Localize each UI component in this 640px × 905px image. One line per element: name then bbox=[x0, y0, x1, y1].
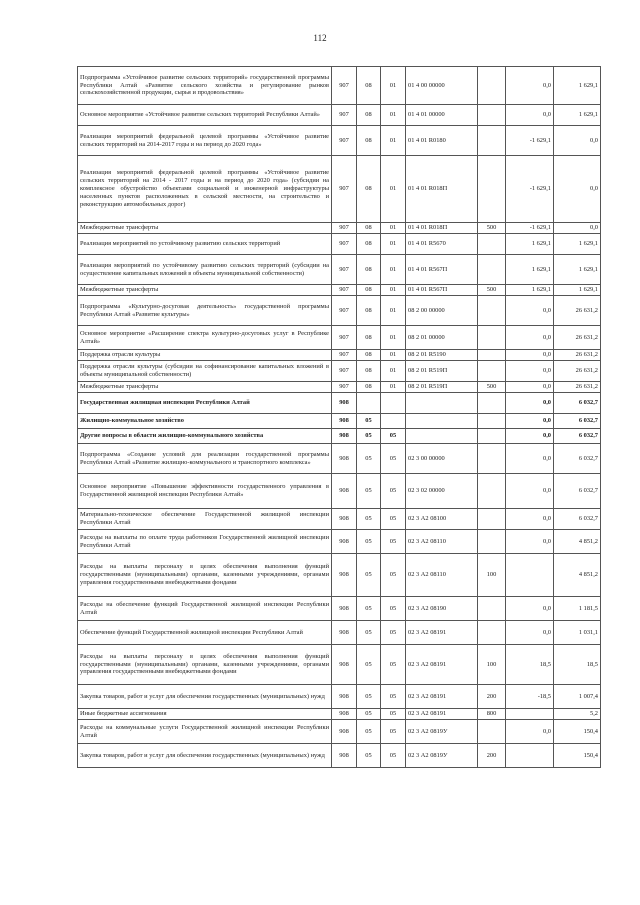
row-target-article-code: 01 4 01 R018П bbox=[406, 156, 478, 223]
row-name: Иные бюджетные ассигнования bbox=[78, 709, 332, 720]
row-total-amount: 6 032,7 bbox=[554, 429, 601, 444]
row-subsection-code: 01 bbox=[381, 285, 406, 296]
table-row bbox=[78, 361, 601, 382]
row-section-code: 05 bbox=[357, 554, 381, 597]
row-target-article-code: 02 3 А2 08190 bbox=[406, 597, 478, 621]
row-total-amount: 6 032,7 bbox=[554, 414, 601, 429]
row-change-amount: -1 629,1 bbox=[506, 223, 554, 234]
table-row bbox=[78, 105, 601, 126]
row-name: Жилищно-коммунальное хозяйство bbox=[78, 414, 332, 429]
row-grbs-code: 908 bbox=[332, 645, 357, 685]
row-change-amount: 0,0 bbox=[506, 326, 554, 350]
row-grbs-code: 907 bbox=[332, 234, 357, 255]
row-name: Расходы на выплаты персоналу в целях обеспечения выполнения функций государственными (муниципальными) органами, казенными учреждениями, органами управления государственными внебюджетными фондами bbox=[78, 645, 332, 685]
row-name: Реализация мероприятий по устойчивому развитию сельских территорий bbox=[78, 234, 332, 255]
table-row bbox=[78, 685, 601, 709]
row-target-article-code: 01 4 01 R0180 bbox=[406, 126, 478, 156]
row-expense-type-code bbox=[478, 126, 506, 156]
row-change-amount: 0,0 bbox=[506, 393, 554, 414]
row-section-code: 08 bbox=[357, 296, 381, 326]
table-row bbox=[78, 509, 601, 530]
row-expense-type-code bbox=[478, 474, 506, 509]
row-total-amount: 6 032,7 bbox=[554, 444, 601, 474]
row-total-amount: 1 181,5 bbox=[554, 597, 601, 621]
row-name: Материально-техническое обеспечение Государственной жилищной инспекции Республики Алтай bbox=[78, 509, 332, 530]
row-grbs-code: 907 bbox=[332, 156, 357, 223]
row-total-amount: 1 629,1 bbox=[554, 67, 601, 105]
table-row bbox=[78, 720, 601, 744]
row-grbs-code: 908 bbox=[332, 429, 357, 444]
row-target-article-code: 02 3 А2 08100 bbox=[406, 509, 478, 530]
row-target-article-code: 02 3 00 00000 bbox=[406, 444, 478, 474]
row-subsection-code: 01 bbox=[381, 105, 406, 126]
row-section-code: 05 bbox=[357, 744, 381, 768]
row-name: Расходы на обеспечение функций Государственной жилищной инспекции Республики Алтай bbox=[78, 597, 332, 621]
row-change-amount: 1 629,1 bbox=[506, 234, 554, 255]
table-body bbox=[78, 67, 601, 768]
row-total-amount: 150,4 bbox=[554, 744, 601, 768]
row-total-amount: 1 629,1 bbox=[554, 105, 601, 126]
row-target-article-code: 01 4 01 R018П bbox=[406, 223, 478, 234]
row-change-amount: 0,0 bbox=[506, 530, 554, 554]
row-grbs-code: 908 bbox=[332, 414, 357, 429]
row-change-amount: 0,0 bbox=[506, 105, 554, 126]
row-total-amount: 26 631,2 bbox=[554, 296, 601, 326]
row-grbs-code: 908 bbox=[332, 720, 357, 744]
row-name: Расходы на выплаты персоналу в целях обеспечения выполнения функций государственными (муниципальными) органами, казенными учреждениями, органами управления государственными внебюджетными фондами bbox=[78, 554, 332, 597]
row-target-article-code: 02 3 А2 08191 bbox=[406, 645, 478, 685]
row-grbs-code: 908 bbox=[332, 509, 357, 530]
row-name: Подпрограмма «Культурно-досуговая деятельность» государственной программы Республики Алтай «Развитие культуры» bbox=[78, 296, 332, 326]
table-row bbox=[78, 621, 601, 645]
row-target-article-code bbox=[406, 429, 478, 444]
row-total-amount: 26 631,2 bbox=[554, 350, 601, 361]
row-subsection-code: 01 bbox=[381, 296, 406, 326]
row-name: Государственная жилищная инспекция Республики Алтай bbox=[78, 393, 332, 414]
row-subsection-code: 05 bbox=[381, 530, 406, 554]
row-expense-type-code bbox=[478, 296, 506, 326]
table-row bbox=[78, 709, 601, 720]
row-target-article-code: 02 3 02 00000 bbox=[406, 474, 478, 509]
row-expense-type-code bbox=[478, 530, 506, 554]
row-change-amount: 0,0 bbox=[506, 67, 554, 105]
row-name: Реализация мероприятий федеральной целевой программы «Устойчивое развитие сельских территорий на 2014-2017 годы и на период до 2020 года» bbox=[78, 126, 332, 156]
row-subsection-code: 05 bbox=[381, 720, 406, 744]
row-subsection-code: 05 bbox=[381, 744, 406, 768]
row-total-amount: 18,5 bbox=[554, 645, 601, 685]
row-change-amount: -1 629,1 bbox=[506, 156, 554, 223]
table-row bbox=[78, 429, 601, 444]
row-expense-type-code bbox=[478, 326, 506, 350]
row-expense-type-code: 500 bbox=[478, 285, 506, 296]
row-total-amount: 1 629,1 bbox=[554, 285, 601, 296]
row-expense-type-code bbox=[478, 350, 506, 361]
row-change-amount: 0,0 bbox=[506, 414, 554, 429]
row-subsection-code: 05 bbox=[381, 474, 406, 509]
row-change-amount: -1 629,1 bbox=[506, 126, 554, 156]
row-total-amount: 1 007,4 bbox=[554, 685, 601, 709]
row-expense-type-code: 200 bbox=[478, 744, 506, 768]
row-total-amount: 0,0 bbox=[554, 126, 601, 156]
row-name: Межбюджетные трансферты bbox=[78, 285, 332, 296]
row-change-amount: 0,0 bbox=[506, 621, 554, 645]
row-subsection-code: 01 bbox=[381, 255, 406, 285]
row-expense-type-code: 100 bbox=[478, 554, 506, 597]
row-section-code: 05 bbox=[357, 621, 381, 645]
table-row bbox=[78, 382, 601, 393]
row-subsection-code: 01 bbox=[381, 350, 406, 361]
row-change-amount: 0,0 bbox=[506, 361, 554, 382]
row-target-article-code bbox=[406, 393, 478, 414]
row-subsection-code: 01 bbox=[381, 361, 406, 382]
row-grbs-code: 907 bbox=[332, 105, 357, 126]
table-row bbox=[78, 223, 601, 234]
row-name: Поддержка отрасли культуры (субсидии на софинансирование капитальных вложений в объекты муниципальной собственности) bbox=[78, 361, 332, 382]
table-row bbox=[78, 597, 601, 621]
row-total-amount: 1 031,1 bbox=[554, 621, 601, 645]
row-subsection-code: 05 bbox=[381, 554, 406, 597]
row-total-amount: 4 851,2 bbox=[554, 554, 601, 597]
row-total-amount: 26 631,2 bbox=[554, 382, 601, 393]
row-section-code: 08 bbox=[357, 67, 381, 105]
row-name: Расходы на коммунальные услуги Государственной жилищной инспекции Республики Алтай bbox=[78, 720, 332, 744]
row-target-article-code: 02 3 А2 0819У bbox=[406, 744, 478, 768]
row-name: Подпрограмма «Создание условий для реализации государственной программы Республики Алтай «Развитие жилищно-коммунального и транспортного комплекса» bbox=[78, 444, 332, 474]
row-change-amount: 0,0 bbox=[506, 382, 554, 393]
row-grbs-code: 908 bbox=[332, 621, 357, 645]
row-expense-type-code bbox=[478, 444, 506, 474]
row-name: Подпрограмма «Устойчивое развитие сельских территорий» государственной программы Республики Алтай «Развитие сельского хозяйства и регулирование рынков сельскохозяйственной продукции, сырья и продовольствия» bbox=[78, 67, 332, 105]
row-subsection-code: 01 bbox=[381, 223, 406, 234]
row-section-code: 08 bbox=[357, 223, 381, 234]
row-grbs-code: 908 bbox=[332, 709, 357, 720]
row-section-code: 08 bbox=[357, 255, 381, 285]
table-row bbox=[78, 156, 601, 223]
row-name: Реализация мероприятий по устойчивому развитию сельских территорий (субсидии на осуществление капитальных вложений в объекты муниципальной собственности) bbox=[78, 255, 332, 285]
row-grbs-code: 907 bbox=[332, 382, 357, 393]
row-section-code: 05 bbox=[357, 444, 381, 474]
row-name: Основное мероприятие «Расширение спектра культурно-досуговых услуг в Республике Алтай» bbox=[78, 326, 332, 350]
row-expense-type-code bbox=[478, 234, 506, 255]
row-section-code: 05 bbox=[357, 685, 381, 709]
row-expense-type-code bbox=[478, 105, 506, 126]
table-row bbox=[78, 530, 601, 554]
row-subsection-code: 01 bbox=[381, 67, 406, 105]
row-section-code: 05 bbox=[357, 645, 381, 685]
row-name: Закупка товаров, работ и услуг для обеспечения государственных (муниципальных) нужд bbox=[78, 685, 332, 709]
row-name: Основное мероприятие «Устойчивое развитие сельских территорий Республики Алтай» bbox=[78, 105, 332, 126]
row-change-amount: 0,0 bbox=[506, 597, 554, 621]
table-row bbox=[78, 67, 601, 105]
row-grbs-code: 908 bbox=[332, 597, 357, 621]
table-row bbox=[78, 744, 601, 768]
row-change-amount: 0,0 bbox=[506, 296, 554, 326]
row-expense-type-code: 200 bbox=[478, 685, 506, 709]
row-subsection-code: 05 bbox=[381, 685, 406, 709]
row-grbs-code: 907 bbox=[332, 126, 357, 156]
table-row bbox=[78, 350, 601, 361]
row-name: Реализация мероприятий федеральной целевой программы «Устойчивое развитие сельских территорий на 2014 - 2017 годы и на период до 2020 года» (субсидии на комплексное обустройство объектами социальной и инженерной инфраструктуры населенных пунктов расположенных в сельской местности, на строительство и реконструкцию автомобильных дорог) bbox=[78, 156, 332, 223]
table-row bbox=[78, 126, 601, 156]
row-total-amount: 6 032,7 bbox=[554, 509, 601, 530]
table-row bbox=[78, 414, 601, 429]
row-total-amount: 26 631,2 bbox=[554, 326, 601, 350]
row-expense-type-code: 500 bbox=[478, 382, 506, 393]
table-row bbox=[78, 645, 601, 685]
table-row bbox=[78, 285, 601, 296]
row-section-code: 05 bbox=[357, 720, 381, 744]
row-subsection-code bbox=[381, 393, 406, 414]
table-row bbox=[78, 234, 601, 255]
row-change-amount: 0,0 bbox=[506, 474, 554, 509]
row-subsection-code: 01 bbox=[381, 326, 406, 350]
row-section-code: 08 bbox=[357, 285, 381, 296]
row-section-code: 08 bbox=[357, 126, 381, 156]
row-target-article-code: 08 2 01 R519П bbox=[406, 361, 478, 382]
row-expense-type-code: 500 bbox=[478, 223, 506, 234]
row-name: Межбюджетные трансферты bbox=[78, 382, 332, 393]
row-grbs-code: 908 bbox=[332, 393, 357, 414]
row-total-amount: 4 851,2 bbox=[554, 530, 601, 554]
row-change-amount: 0,0 bbox=[506, 429, 554, 444]
row-change-amount bbox=[506, 709, 554, 720]
row-subsection-code: 05 bbox=[381, 709, 406, 720]
row-target-article-code: 01 4 01 R567П bbox=[406, 285, 478, 296]
row-grbs-code: 908 bbox=[332, 530, 357, 554]
row-section-code: 08 bbox=[357, 234, 381, 255]
row-grbs-code: 907 bbox=[332, 296, 357, 326]
row-change-amount: -18,5 bbox=[506, 685, 554, 709]
row-expense-type-code bbox=[478, 67, 506, 105]
row-subsection-code: 05 bbox=[381, 509, 406, 530]
row-expense-type-code bbox=[478, 720, 506, 744]
row-expense-type-code: 100 bbox=[478, 645, 506, 685]
row-expense-type-code bbox=[478, 255, 506, 285]
row-subsection-code: 05 bbox=[381, 444, 406, 474]
row-name: Другие вопросы в области жилищно-коммунального хозяйства bbox=[78, 429, 332, 444]
row-expense-type-code bbox=[478, 509, 506, 530]
row-change-amount bbox=[506, 554, 554, 597]
row-target-article-code: 02 3 А2 08191 bbox=[406, 685, 478, 709]
row-name: Поддержка отрасли культуры bbox=[78, 350, 332, 361]
row-grbs-code: 907 bbox=[332, 255, 357, 285]
row-section-code bbox=[357, 393, 381, 414]
row-subsection-code: 01 bbox=[381, 126, 406, 156]
row-change-amount: 1 629,1 bbox=[506, 255, 554, 285]
row-grbs-code: 907 bbox=[332, 67, 357, 105]
table-row bbox=[78, 326, 601, 350]
table-row bbox=[78, 296, 601, 326]
row-grbs-code: 907 bbox=[332, 350, 357, 361]
row-expense-type-code bbox=[478, 393, 506, 414]
row-subsection-code: 05 bbox=[381, 621, 406, 645]
row-grbs-code: 908 bbox=[332, 685, 357, 709]
row-change-amount: 0,0 bbox=[506, 444, 554, 474]
row-name: Обеспечение функций Государственной жилищной инспекции Республики Алтай bbox=[78, 621, 332, 645]
row-expense-type-code bbox=[478, 597, 506, 621]
row-expense-type-code bbox=[478, 621, 506, 645]
row-name: Расходы на выплаты по оплате труда работников Государственной жилищной инспекции Республики Алтай bbox=[78, 530, 332, 554]
row-name: Закупка товаров, работ и услуг для обеспечения государственных (муниципальных) нужд bbox=[78, 744, 332, 768]
row-change-amount bbox=[506, 744, 554, 768]
row-section-code: 08 bbox=[357, 105, 381, 126]
row-section-code: 08 bbox=[357, 156, 381, 223]
row-name: Межбюджетные трансферты bbox=[78, 223, 332, 234]
row-grbs-code: 908 bbox=[332, 554, 357, 597]
row-total-amount: 6 032,7 bbox=[554, 393, 601, 414]
row-target-article-code: 08 2 01 00000 bbox=[406, 326, 478, 350]
row-total-amount: 150,4 bbox=[554, 720, 601, 744]
row-section-code: 05 bbox=[357, 709, 381, 720]
row-section-code: 05 bbox=[357, 414, 381, 429]
row-subsection-code bbox=[381, 414, 406, 429]
row-change-amount: 0,0 bbox=[506, 350, 554, 361]
row-change-amount: 18,5 bbox=[506, 645, 554, 685]
row-target-article-code: 02 3 А2 08191 bbox=[406, 621, 478, 645]
row-target-article-code: 02 3 А2 08110 bbox=[406, 554, 478, 597]
row-grbs-code: 907 bbox=[332, 223, 357, 234]
row-target-article-code: 08 2 00 00000 bbox=[406, 296, 478, 326]
row-change-amount: 0,0 bbox=[506, 509, 554, 530]
table-row bbox=[78, 554, 601, 597]
row-target-article-code: 08 2 01 R5190 bbox=[406, 350, 478, 361]
row-expense-type-code bbox=[478, 414, 506, 429]
row-section-code: 08 bbox=[357, 350, 381, 361]
table-row bbox=[78, 444, 601, 474]
row-expense-type-code bbox=[478, 361, 506, 382]
page-number: 112 bbox=[313, 33, 327, 43]
table-row bbox=[78, 393, 601, 414]
row-target-article-code bbox=[406, 414, 478, 429]
row-expense-type-code bbox=[478, 429, 506, 444]
table-row bbox=[78, 474, 601, 509]
row-grbs-code: 908 bbox=[332, 444, 357, 474]
row-subsection-code: 01 bbox=[381, 156, 406, 223]
row-target-article-code: 02 3 А2 08110 bbox=[406, 530, 478, 554]
row-total-amount: 26 631,2 bbox=[554, 361, 601, 382]
row-section-code: 08 bbox=[357, 326, 381, 350]
row-total-amount: 1 629,1 bbox=[554, 234, 601, 255]
row-section-code: 05 bbox=[357, 429, 381, 444]
row-expense-type-code: 800 bbox=[478, 709, 506, 720]
row-expense-type-code bbox=[478, 156, 506, 223]
row-total-amount: 5,2 bbox=[554, 709, 601, 720]
row-subsection-code: 01 bbox=[381, 382, 406, 393]
table-row bbox=[78, 255, 601, 285]
row-section-code: 05 bbox=[357, 474, 381, 509]
row-change-amount: 0,0 bbox=[506, 720, 554, 744]
row-subsection-code: 05 bbox=[381, 597, 406, 621]
row-target-article-code: 01 4 01 R5670 bbox=[406, 234, 478, 255]
row-target-article-code: 01 4 01 00000 bbox=[406, 105, 478, 126]
row-grbs-code: 908 bbox=[332, 744, 357, 768]
budget-table bbox=[77, 66, 601, 768]
row-grbs-code: 907 bbox=[332, 285, 357, 296]
row-total-amount: 0,0 bbox=[554, 223, 601, 234]
row-target-article-code: 01 4 00 00000 bbox=[406, 67, 478, 105]
row-grbs-code: 907 bbox=[332, 326, 357, 350]
row-target-article-code: 01 4 01 R567П bbox=[406, 255, 478, 285]
row-target-article-code: 02 3 А2 08191 bbox=[406, 709, 478, 720]
row-grbs-code: 908 bbox=[332, 474, 357, 509]
row-grbs-code: 907 bbox=[332, 361, 357, 382]
row-target-article-code: 02 3 А2 0819У bbox=[406, 720, 478, 744]
row-subsection-code: 05 bbox=[381, 645, 406, 685]
row-total-amount: 1 629,1 bbox=[554, 255, 601, 285]
row-target-article-code: 08 2 01 R519П bbox=[406, 382, 478, 393]
row-subsection-code: 05 bbox=[381, 429, 406, 444]
row-section-code: 05 bbox=[357, 597, 381, 621]
row-total-amount: 0,0 bbox=[554, 156, 601, 223]
row-section-code: 08 bbox=[357, 361, 381, 382]
row-change-amount: 1 629,1 bbox=[506, 285, 554, 296]
row-section-code: 08 bbox=[357, 382, 381, 393]
row-total-amount: 6 032,7 bbox=[554, 474, 601, 509]
row-section-code: 05 bbox=[357, 509, 381, 530]
row-name: Основное мероприятие «Повышение эффективности государственного управления в Государственной жилищной инспекции Республики Алтай» bbox=[78, 474, 332, 509]
row-subsection-code: 01 bbox=[381, 234, 406, 255]
row-section-code: 05 bbox=[357, 530, 381, 554]
